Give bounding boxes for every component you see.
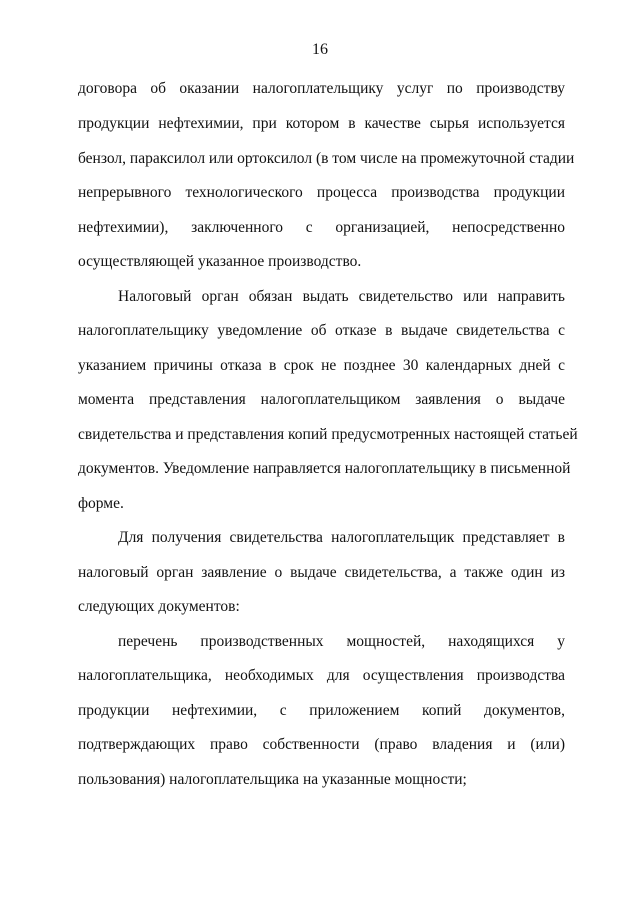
text-line: продукции нефтехимии, с приложением копий документов,: [78, 702, 565, 719]
text-line: договора об оказании налогоплательщику услуг по производству: [78, 80, 565, 97]
paragraph-first-line: Налоговый орган обязан выдать свидетельство или направить: [118, 288, 565, 305]
text-line: документов. Уведомление направляется налогоплательщику в письменной: [78, 460, 571, 477]
paragraph-first-line: Для получения свидетельства налогоплательщик представляет в: [118, 529, 565, 546]
text-line: нефтехимии), заключенного с организацией, непосредственно: [78, 219, 565, 236]
text-line: непрерывного технологического процесса производства продукции: [78, 184, 565, 201]
text-line: свидетельства и представления копий предусмотренных настоящей статьей: [78, 426, 578, 443]
text-line: момента представления налогоплательщиком заявления о выдаче: [78, 391, 565, 408]
text-line: подтверждающих право собственности (право владения и (или): [78, 736, 565, 753]
text-line: указанием причины отказа в срок не позднее 30 календарных дней с: [78, 357, 565, 374]
text-line: пользования) налогоплательщика на указанные мощности;: [78, 771, 467, 788]
text-line: налогоплательщика, необходимых для осуществления производства: [78, 667, 565, 684]
text-line: налогоплательщику уведомление об отказе в выдаче свидетельства с: [78, 322, 565, 339]
text-line: осуществляющей указанное производство.: [78, 253, 362, 270]
text-line: бензол, параксилол или ортоксилол (в том числе на промежуточной стадии: [78, 150, 575, 167]
text-line: продукции нефтехимии, при котором в качестве сырья используется: [78, 115, 565, 132]
page-number: 16: [312, 41, 328, 58]
text-line: следующих документов:: [78, 598, 240, 615]
text-line: налоговый орган заявление о выдаче свидетельства, а также один из: [78, 564, 565, 581]
paragraph-first-line: перечень производственных мощностей, находящихся у: [118, 633, 565, 650]
text-line: форме.: [78, 495, 124, 512]
